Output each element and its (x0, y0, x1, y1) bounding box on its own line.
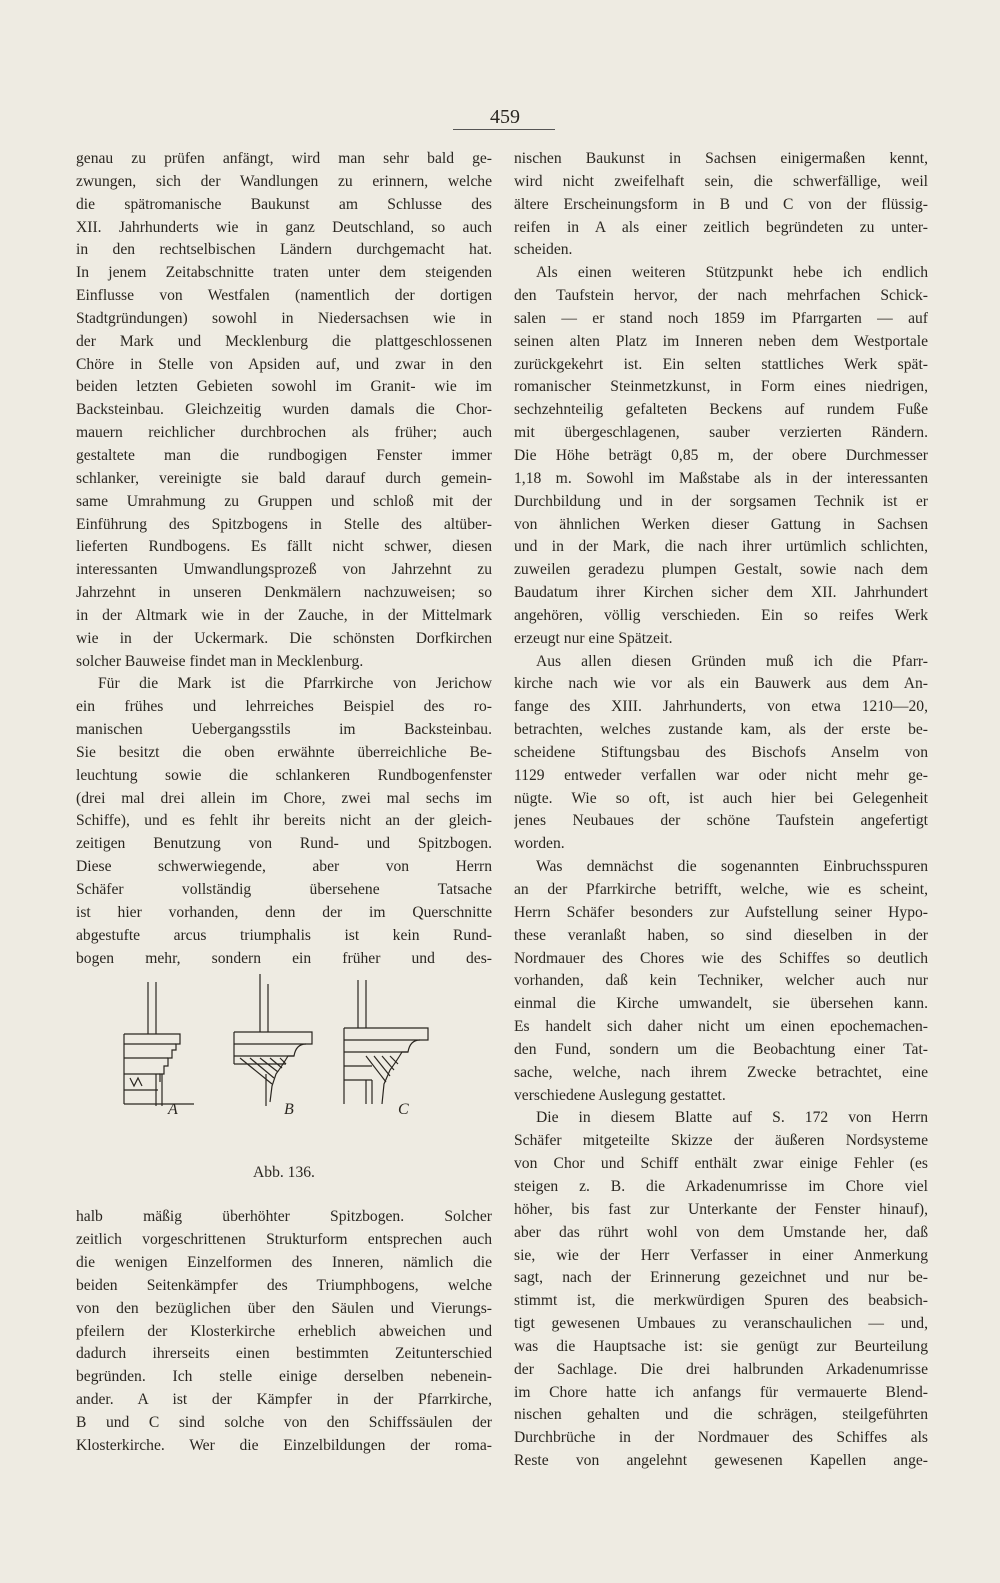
text-line: XII. Jahrhunderts wie in ganz Deutschland, so auch (76, 218, 492, 236)
text-line: bogen mehr, sondern ein früher und des- (76, 949, 492, 967)
text-line: kirche nach wie vor als ein Bauwerk aus dem An- (514, 675, 928, 693)
text-line: wie in der Uckermark. Die schönsten Dorfkirchen (76, 629, 492, 647)
text-line: Einführung des Spitzbogens in Stelle des altüber- (76, 515, 492, 533)
text-line: beiden letzten Gebieten sowohl im Granit- wie im (76, 378, 492, 396)
text-line: Backsteinbau. Gleichzeitig wurden damals die Chor- (76, 401, 492, 419)
profile-b-drawing (234, 974, 312, 1106)
text-line: sagt, nach der Erinnerung gezeichnet und nur be- (514, 1269, 928, 1287)
text-line: Durchbrüche in der Nordmauer des Schiffes als (514, 1429, 928, 1447)
text-line: scheidene Stiftungsbau des Bischofs Anselm von (514, 743, 928, 761)
text-line: ältere Erscheinungsform in B und C von der flüssig- (514, 195, 928, 213)
text-line: dadurch ihrerseits einen bestimmten Zeitunterschied (76, 1345, 492, 1363)
text-line: nischen gehalten und die schrägen, steilgeführten (514, 1406, 928, 1424)
text-line: lieferten Rundbogens. Es fällt nicht schwer, diesen (76, 538, 492, 556)
right-column-text (514, 148, 928, 1473)
text-line: In jenem Zeitabschnitte traten unter dem steigenden (76, 264, 492, 282)
text-line: seinen alten Platz im Inneren neben dem Westportale (514, 332, 928, 350)
text-line: Sie besitzt die oben erwähnte überreichliche Be- (76, 743, 492, 761)
text-line: wird nicht zweifelhaft sein, die schwerfällige, weil (514, 172, 928, 190)
text-line: Was demnächst die sogenannten Einbruchsspuren (536, 858, 928, 876)
text-line: interessanten Umwandlungsprozeß von Jahrzehnt zu (76, 561, 492, 579)
text-line: zwungen, sich der Wandlungen zu erinnern, welche (76, 172, 492, 190)
text-line: Aus allen diesen Gründen muß ich die Pfarr- (536, 652, 928, 670)
text-line: angehören, völlig verschieden. Ein so reifes Werk (514, 606, 928, 624)
text-line: aber das rührt wohl von dem Umstande her, daß (514, 1223, 928, 1241)
text-line: gestaltete man die rundbogigen Fenster immer (76, 446, 492, 464)
text-line: leuchtung sowie die schlankeren Rundbogenfenster (76, 766, 492, 784)
text-line: abgestufte arcus triumphalis ist kein Rund- (76, 926, 492, 944)
text-line: Baudatum ihrer Kirchen sicher dem XII. Jahrhundert (514, 584, 928, 602)
text-line: Chöre in Stelle von Apsiden auf, und zwar in den (76, 355, 492, 373)
text-line: fange des XIII. Jahrhunderts, von etwa 1210—20, (514, 698, 928, 716)
text-line: den Taufstein hervor, der nach mehrfachen Schick- (514, 287, 928, 305)
text-line: Nordmauer des Chores wie des Schiffes so deutlich (514, 949, 928, 967)
text-line: manischen Uebergangsstils im Backsteinbau. (76, 721, 492, 739)
text-line: im Chore hatte ich anfangs für vermauerte Blend- (514, 1383, 928, 1401)
page-number: 459 (490, 106, 520, 128)
text-line: betrachten, welches zustande kam, als der erste be- (514, 721, 928, 739)
text-line: die wenigen Einzelformen des Inneren, nämlich die (76, 1254, 492, 1272)
left-column-text-lower (76, 1206, 492, 1457)
text-line: scheiden. (514, 241, 573, 259)
text-line: sache, welche, nach ihrem Zwecke betrachtet, eine (514, 1063, 928, 1081)
text-line: der Sachlage. Die drei halbrunden Arkadenumrisse (514, 1360, 928, 1378)
text-line: Es handelt sich daher nicht um einen epochemachen- (514, 1018, 928, 1036)
text-line: (drei mal drei allein im Chore, zwei mal sechs im (76, 789, 492, 807)
text-line: zeitlich vorgeschrittenen Strukturform entsprechen auch (76, 1231, 492, 1249)
text-line: zuweilen geradezu plumpen Gestalt, sowie nach dem (514, 561, 928, 579)
text-line: sie, wie der Herr Verfasser in einer Anmerkung (514, 1246, 928, 1264)
text-line: Klosterkirche. Wer die Einzelbildungen der roma- (76, 1436, 492, 1454)
text-line: 1,18 m. Sowohl im Maßstabe als in der interessanten (514, 469, 928, 487)
text-line: steigen z. B. die Arkadenumrisse im Chore viel (514, 1177, 928, 1195)
text-line: was die Hauptsache ist: sie genügt zur Beurteilung (514, 1337, 928, 1355)
text-line: zurückgekehrt ist. Ein selten stattliches Werk spät- (514, 355, 928, 373)
text-line: romanischer Steinmetzkunst, in Form eines niedrigen, (514, 378, 928, 396)
text-line: Schäfer vollständig übersehene Tatsache (76, 881, 492, 898)
figure-abb-136 (76, 970, 492, 1206)
figure-caption: Abb. 136. (253, 1164, 315, 1182)
text-line: ist hier vorhanden, denn der im Querschnitte (76, 903, 492, 921)
text-line: die spätromanische Baukunst am Schlusse des (76, 195, 492, 213)
text-line: solcher Bauweise findet man in Mecklenburg. (76, 652, 364, 670)
text-line: jenes Neubaues der schöne Taufstein angefertigt (514, 812, 928, 830)
text-line: salen — er stand noch 1859 im Pfarrgarten — auf (514, 309, 928, 327)
text-line: schlanker, vereinigte sie bald darauf durch gemein- (76, 469, 492, 487)
text-line: mauern reichlicher durchbrochen als früher; auch (76, 424, 492, 442)
text-line: ander. A ist der Kämpfer in der Pfarrkirche, (76, 1391, 492, 1409)
text-line: zeitigen Benutzung von Rund- und Spitzbogen. (76, 835, 492, 853)
text-line: Für die Mark ist die Pfarrkirche von Jerichow (98, 675, 492, 693)
text-line: Als einen weiteren Stützpunkt hebe ich endlich (536, 264, 928, 282)
text-line: nischen Baukunst in Sachsen einigermaßen kennt, (514, 150, 928, 167)
profile-c-drawing (344, 980, 428, 1104)
text-line: worden. (514, 835, 565, 853)
text-line: Die Höhe beträgt 0,85 m, der obere Durchmesser (514, 446, 928, 464)
text-line: begründen. Ich stelle einige derselben nebenein- (76, 1368, 492, 1386)
text-line: nügte. Wie so oft, ist auch hier bei Gelegenheit (514, 789, 928, 807)
text-line: der Mark und Mecklenburg die plattgeschlossenen (76, 332, 492, 350)
text-line: von ähnlichen Werken dieser Gattung in Sachsen (514, 515, 928, 533)
text-line: halb mäßig überhöhter Spitzbogen. Solcher (76, 1208, 492, 1226)
text-line: sechzehnteilig gefalteten Beckens auf rundem Fuße (514, 401, 928, 419)
text-line: Schäfer mitgeteilte Skizze der äußeren Nordsysteme (514, 1132, 928, 1150)
profile-label-a: A (168, 1101, 178, 1119)
text-line: erzeugt nur eine Spätzeit. (514, 629, 673, 647)
text-line: verschiedene Auslegung gestattet. (514, 1086, 726, 1104)
left-column-text-upper (76, 148, 492, 970)
text-line: these veranlaßt haben, so sind dieselben in der (514, 926, 928, 944)
text-line: 1129 entweder verfallen war oder nicht mehr ge- (514, 766, 928, 784)
text-line: tigt gewesenen Umbaues zu veranschaulichen — und, (514, 1315, 928, 1333)
text-line: mit übergeschlagenen, sauber verzierten Rändern. (514, 424, 928, 442)
text-line: Herrn Schäfer besonders zur Aufstellung seiner Hypo- (514, 903, 928, 921)
text-line: vorhanden, daß kein Techniker, welcher auch nur (514, 972, 928, 990)
impost-profiles-illustration (110, 974, 450, 1162)
right-column (514, 148, 928, 1473)
text-line: Einflusse von Westfalen (namentlich der dortigen (76, 287, 492, 305)
text-line: Stadtgründungen) sowohl in Niedersachsen wie in (76, 309, 492, 327)
text-line: Durchbildung und in der sorgsamen Technik ist er (514, 492, 928, 510)
text-line: reifen in A als einer zeitlich begründeten zu unter- (514, 218, 928, 236)
text-line: genau zu prüfen anfängt, wird man sehr bald ge- (76, 150, 492, 167)
text-line: Die in diesem Blatte auf S. 172 von Herrn (536, 1109, 928, 1127)
page-number-rule (453, 129, 555, 130)
text-line: von den bezüglichen über den Säulen und Vierungs- (76, 1299, 492, 1317)
profile-label-b: B (284, 1101, 294, 1119)
text-line: an der Pfarrkirche betrifft, welche, wie es scheint, (514, 881, 928, 898)
text-line: Reste von angelehnt gewesenen Kapellen ange- (514, 1452, 928, 1470)
text-line: beiden Seitenkämpfer des Triumphbogens, welche (76, 1276, 492, 1294)
text-line: und in der Mark, die nach ihrer urtümlich schlichten, (514, 538, 928, 556)
text-line: same Umrahmung zu Gruppen und schloß mit der (76, 492, 492, 510)
text-line: stimmt ist, die merkwürdigen Spuren des beabsich- (514, 1292, 928, 1310)
text-line: Diese schwerwiegende, aber von Herrn (76, 858, 492, 876)
text-line: von Chor und Schiff enthält zwar einige Fehler (es (514, 1155, 928, 1173)
text-line: Jahrzehnt in unseren Denkmälern nachzuweisen; so (76, 584, 492, 602)
text-line: den Fund, sondern um die Beobachtung einer Tat- (514, 1040, 928, 1058)
text-line: B und C sind solche von den Schiffssäulen der (76, 1413, 492, 1431)
profile-a-drawing (124, 982, 194, 1106)
text-line: Schiffe), und es fehlt ihr bereits nicht an der gleich- (76, 812, 492, 830)
text-line: pfeilern der Klosterkirche erheblich abweichen und (76, 1322, 492, 1340)
text-line: in den rechtselbischen Ländern durchgemacht hat. (76, 241, 492, 259)
text-line: höher, bis fast zur Unterkante der Fenster hinauf), (514, 1200, 928, 1218)
text-line: einmal die Kirche umwandelt, sie übersehen kann. (514, 995, 928, 1013)
profile-label-c: C (398, 1101, 409, 1119)
text-line: ein frühes und lehrreiches Beispiel des ro- (76, 698, 492, 716)
left-column (76, 148, 492, 1458)
text-line: in der Altmark wie in der Zauche, in der Mittelmark (76, 606, 492, 624)
